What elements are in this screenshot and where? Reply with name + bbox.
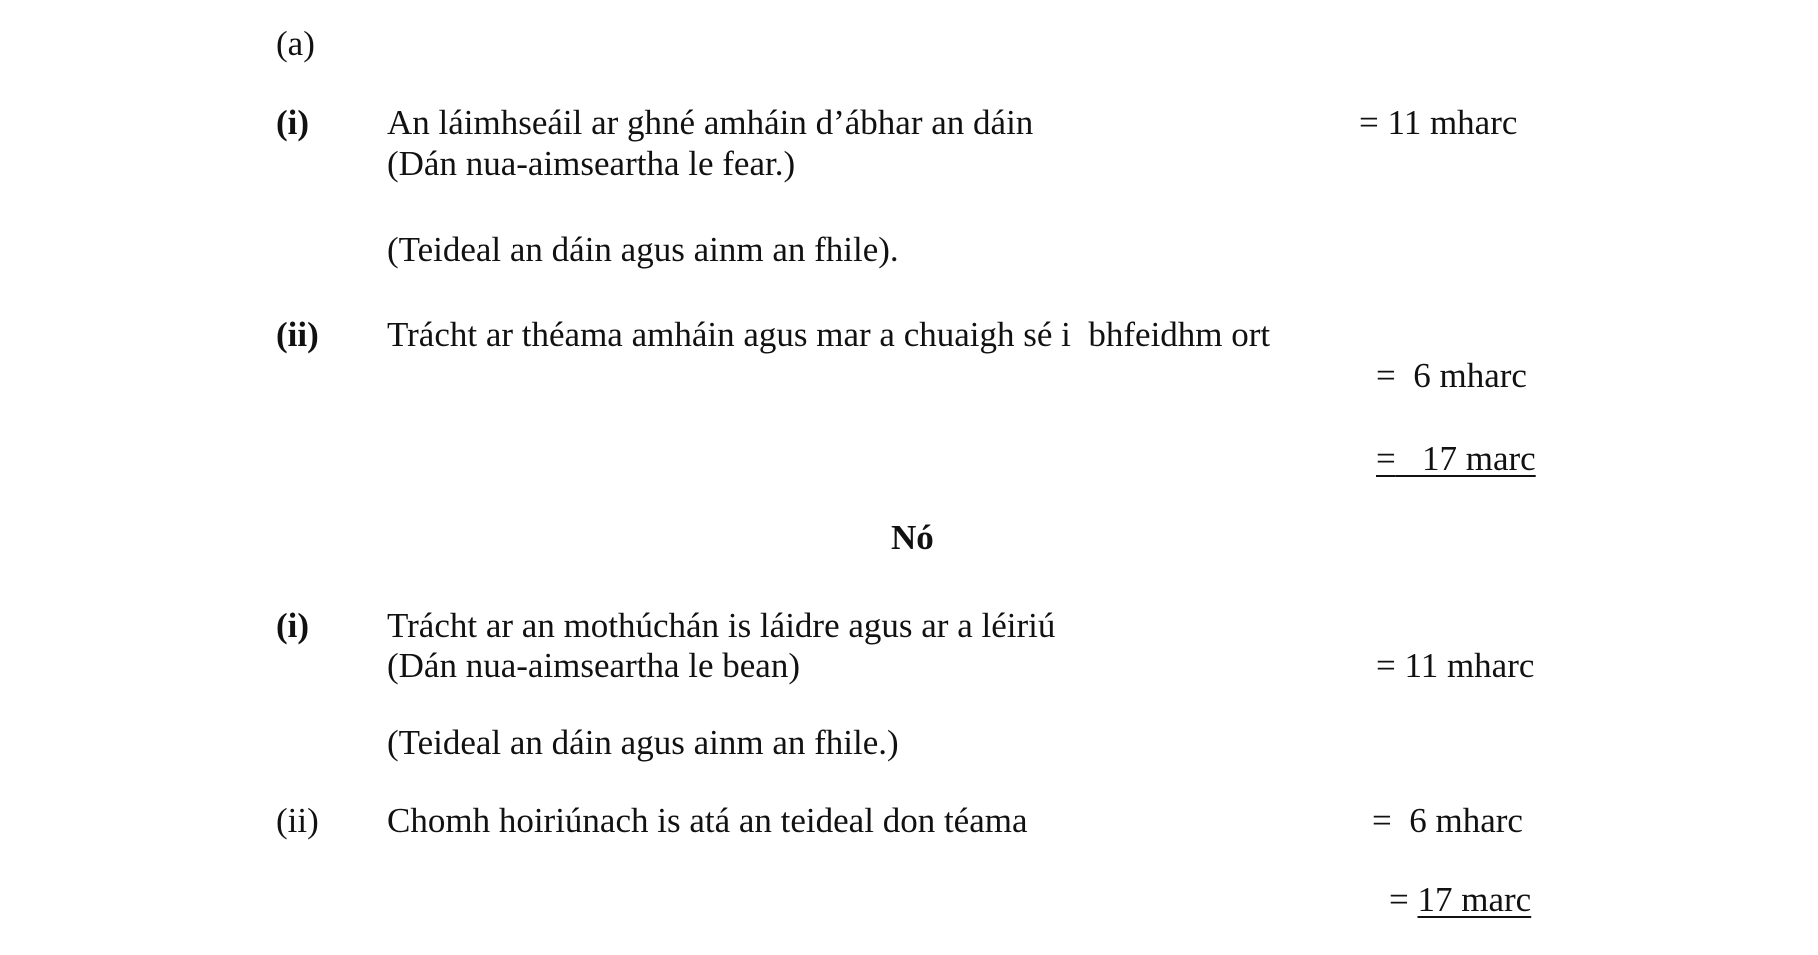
option2-total — [1389, 880, 1531, 920]
option2-i-note: (Teideal an dáin agus ainm an fhile.) — [387, 723, 899, 762]
option1-i-numeral: (i) — [276, 103, 310, 142]
option1-i-line2: (Dán nua-aimseartha le fear.) — [387, 144, 796, 183]
option1-total — [1376, 439, 1536, 479]
option2-ii-line1: Chomh hoiriúnach is atá an teideal don téama — [387, 801, 1028, 840]
option1-ii-numeral: (ii) — [276, 315, 319, 354]
separator-or: Nó — [891, 518, 934, 557]
option1-i-line1: An láimhseáil ar ghné amháin d’ábhar an dáin — [387, 103, 1034, 142]
section-label: (a) — [276, 24, 315, 63]
option1-total-value: 17 marc — [1395, 439, 1536, 478]
option1-total-eq: = — [1376, 439, 1396, 478]
option2-i-numeral: (i) — [276, 606, 310, 645]
option2-i-line2: (Dán nua-aimseartha le bean) — [387, 646, 800, 685]
option2-ii-numeral: (ii) — [276, 801, 319, 840]
option1-i-note: (Teideal an dáin agus ainm an fhile). — [387, 230, 899, 269]
option2-total-value: 17 marc — [1417, 880, 1532, 919]
option2-ii-marks: = 6 mharc — [1372, 801, 1523, 840]
option2-total-eq: = — [1389, 880, 1418, 919]
option2-i-marks: = 11 mharc — [1376, 646, 1535, 685]
option2-i-line1: Trácht ar an mothúchán is láidre agus ar a léiriú — [387, 606, 1056, 645]
option1-ii-marks: = 6 mharc — [1376, 356, 1527, 395]
option1-ii-line1: Trácht ar théama amháin agus mar a chuaigh sé i bhfeidhm ort — [387, 315, 1271, 354]
option1-i-marks: = 11 mharc — [1359, 103, 1518, 142]
